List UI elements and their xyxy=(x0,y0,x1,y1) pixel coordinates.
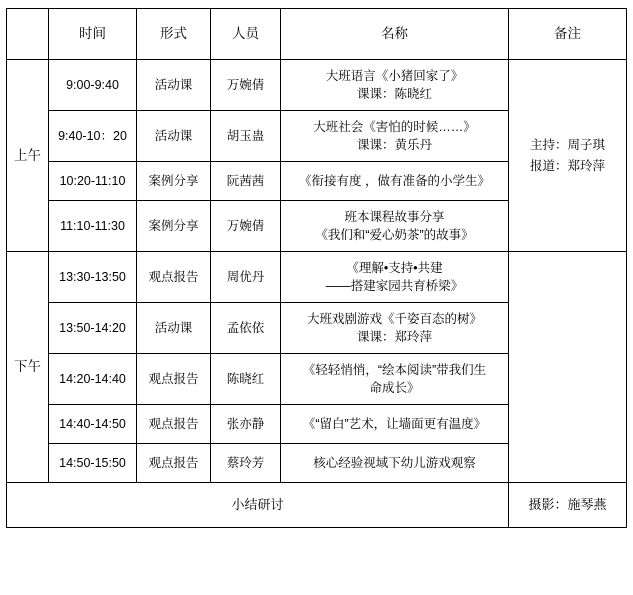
header-form: 形式 xyxy=(137,9,211,60)
cell-person: 周优丹 xyxy=(211,252,281,303)
cell-name xyxy=(281,111,509,162)
cell-name xyxy=(281,303,509,354)
cell-person: 陈晓红 xyxy=(211,354,281,405)
cell-form: 活动课 xyxy=(137,111,211,162)
name-line: 《衔接有度 ，做有准备的小学生》 xyxy=(299,173,490,188)
name-line: 命成长》 xyxy=(369,381,420,395)
cell-time: 13:50-14:20 xyxy=(49,303,137,354)
name-line: 《“留白”艺术，让墙面更有温度》 xyxy=(302,416,487,431)
cell-form: 案例分享 xyxy=(137,201,211,252)
table-body xyxy=(7,60,627,528)
period-label-afternoon: 下午 xyxy=(7,252,49,483)
name-line: ——搭建家园共育桥梁》 xyxy=(325,279,464,293)
name-line: 大班语言《小猪回家了》 xyxy=(325,68,464,83)
cell-person: 张亦静 xyxy=(211,405,281,444)
name-line: 课课：郑玲萍 xyxy=(356,330,432,344)
cell-time: 9:40-10：20 xyxy=(49,111,137,162)
table-row xyxy=(7,60,627,111)
cell-time: 10:20-11:10 xyxy=(49,162,137,201)
cell-person: 蔡玲芳 xyxy=(211,444,281,483)
name-line: 大班社会《害怕的时候……》 xyxy=(313,119,476,134)
cell-person: 万婉倩 xyxy=(211,201,281,252)
header-row xyxy=(7,9,627,60)
name-line: 班本课程故事分享 xyxy=(344,209,445,224)
name-line: 课课：陈晓红 xyxy=(356,87,432,101)
cell-time: 14:40-14:50 xyxy=(49,405,137,444)
table-footer-row xyxy=(7,483,627,528)
summary-cell: 小结研讨 xyxy=(7,483,509,528)
cell-form: 案例分享 xyxy=(137,162,211,201)
name-line: 《我们和“爱心奶茶”的故事》 xyxy=(315,228,474,242)
cell-form: 观点报告 xyxy=(137,405,211,444)
cell-name xyxy=(281,201,509,252)
name-line: 《理解•支持•共建 xyxy=(346,260,443,275)
header-person: 人员 xyxy=(211,9,281,60)
name-line: 大班戏剧游戏《千姿百态的树》 xyxy=(306,311,482,326)
name-line: 课课：黄乐丹 xyxy=(356,138,432,152)
cell-time: 14:50-15:50 xyxy=(49,444,137,483)
cell-name xyxy=(281,252,509,303)
cell-note-afternoon xyxy=(509,252,627,483)
cell-name xyxy=(281,60,509,111)
cell-person: 胡玉蛊 xyxy=(211,111,281,162)
header-note: 备注 xyxy=(509,9,627,60)
cell-form: 活动课 xyxy=(137,60,211,111)
cell-form: 观点报告 xyxy=(137,354,211,405)
cell-time: 14:20-14:40 xyxy=(49,354,137,405)
note-reporter: 报道：郑玲萍 xyxy=(529,159,605,173)
cell-form: 观点报告 xyxy=(137,444,211,483)
cell-name xyxy=(281,405,509,444)
schedule-table xyxy=(6,8,627,528)
cell-person: 孟依依 xyxy=(211,303,281,354)
note-host: 主持：周子琪 xyxy=(529,137,605,152)
header-period xyxy=(7,9,49,60)
cell-person: 阮茜茜 xyxy=(211,162,281,201)
name-line: 核心经验视域下幼儿游戏观察 xyxy=(313,455,476,470)
note-photographer: 摄影：施琴燕 xyxy=(509,483,627,528)
name-line: 《轻轻悄悄，“绘本阅读”带我们生 xyxy=(302,362,487,377)
cell-name xyxy=(281,354,509,405)
cell-time: 9:00-9:40 xyxy=(49,60,137,111)
cell-name xyxy=(281,444,509,483)
header-name: 名称 xyxy=(281,9,509,60)
cell-time: 13:30-13:50 xyxy=(49,252,137,303)
table-row xyxy=(7,252,627,303)
cell-name xyxy=(281,162,509,201)
table-header xyxy=(7,9,627,60)
cell-person: 万婉倩 xyxy=(211,60,281,111)
cell-note-morning xyxy=(509,60,627,252)
cell-form: 观点报告 xyxy=(137,252,211,303)
period-label-morning: 上午 xyxy=(7,60,49,252)
cell-time: 11:10-11:30 xyxy=(49,201,137,252)
cell-form: 活动课 xyxy=(137,303,211,354)
header-time: 时间 xyxy=(49,9,137,60)
